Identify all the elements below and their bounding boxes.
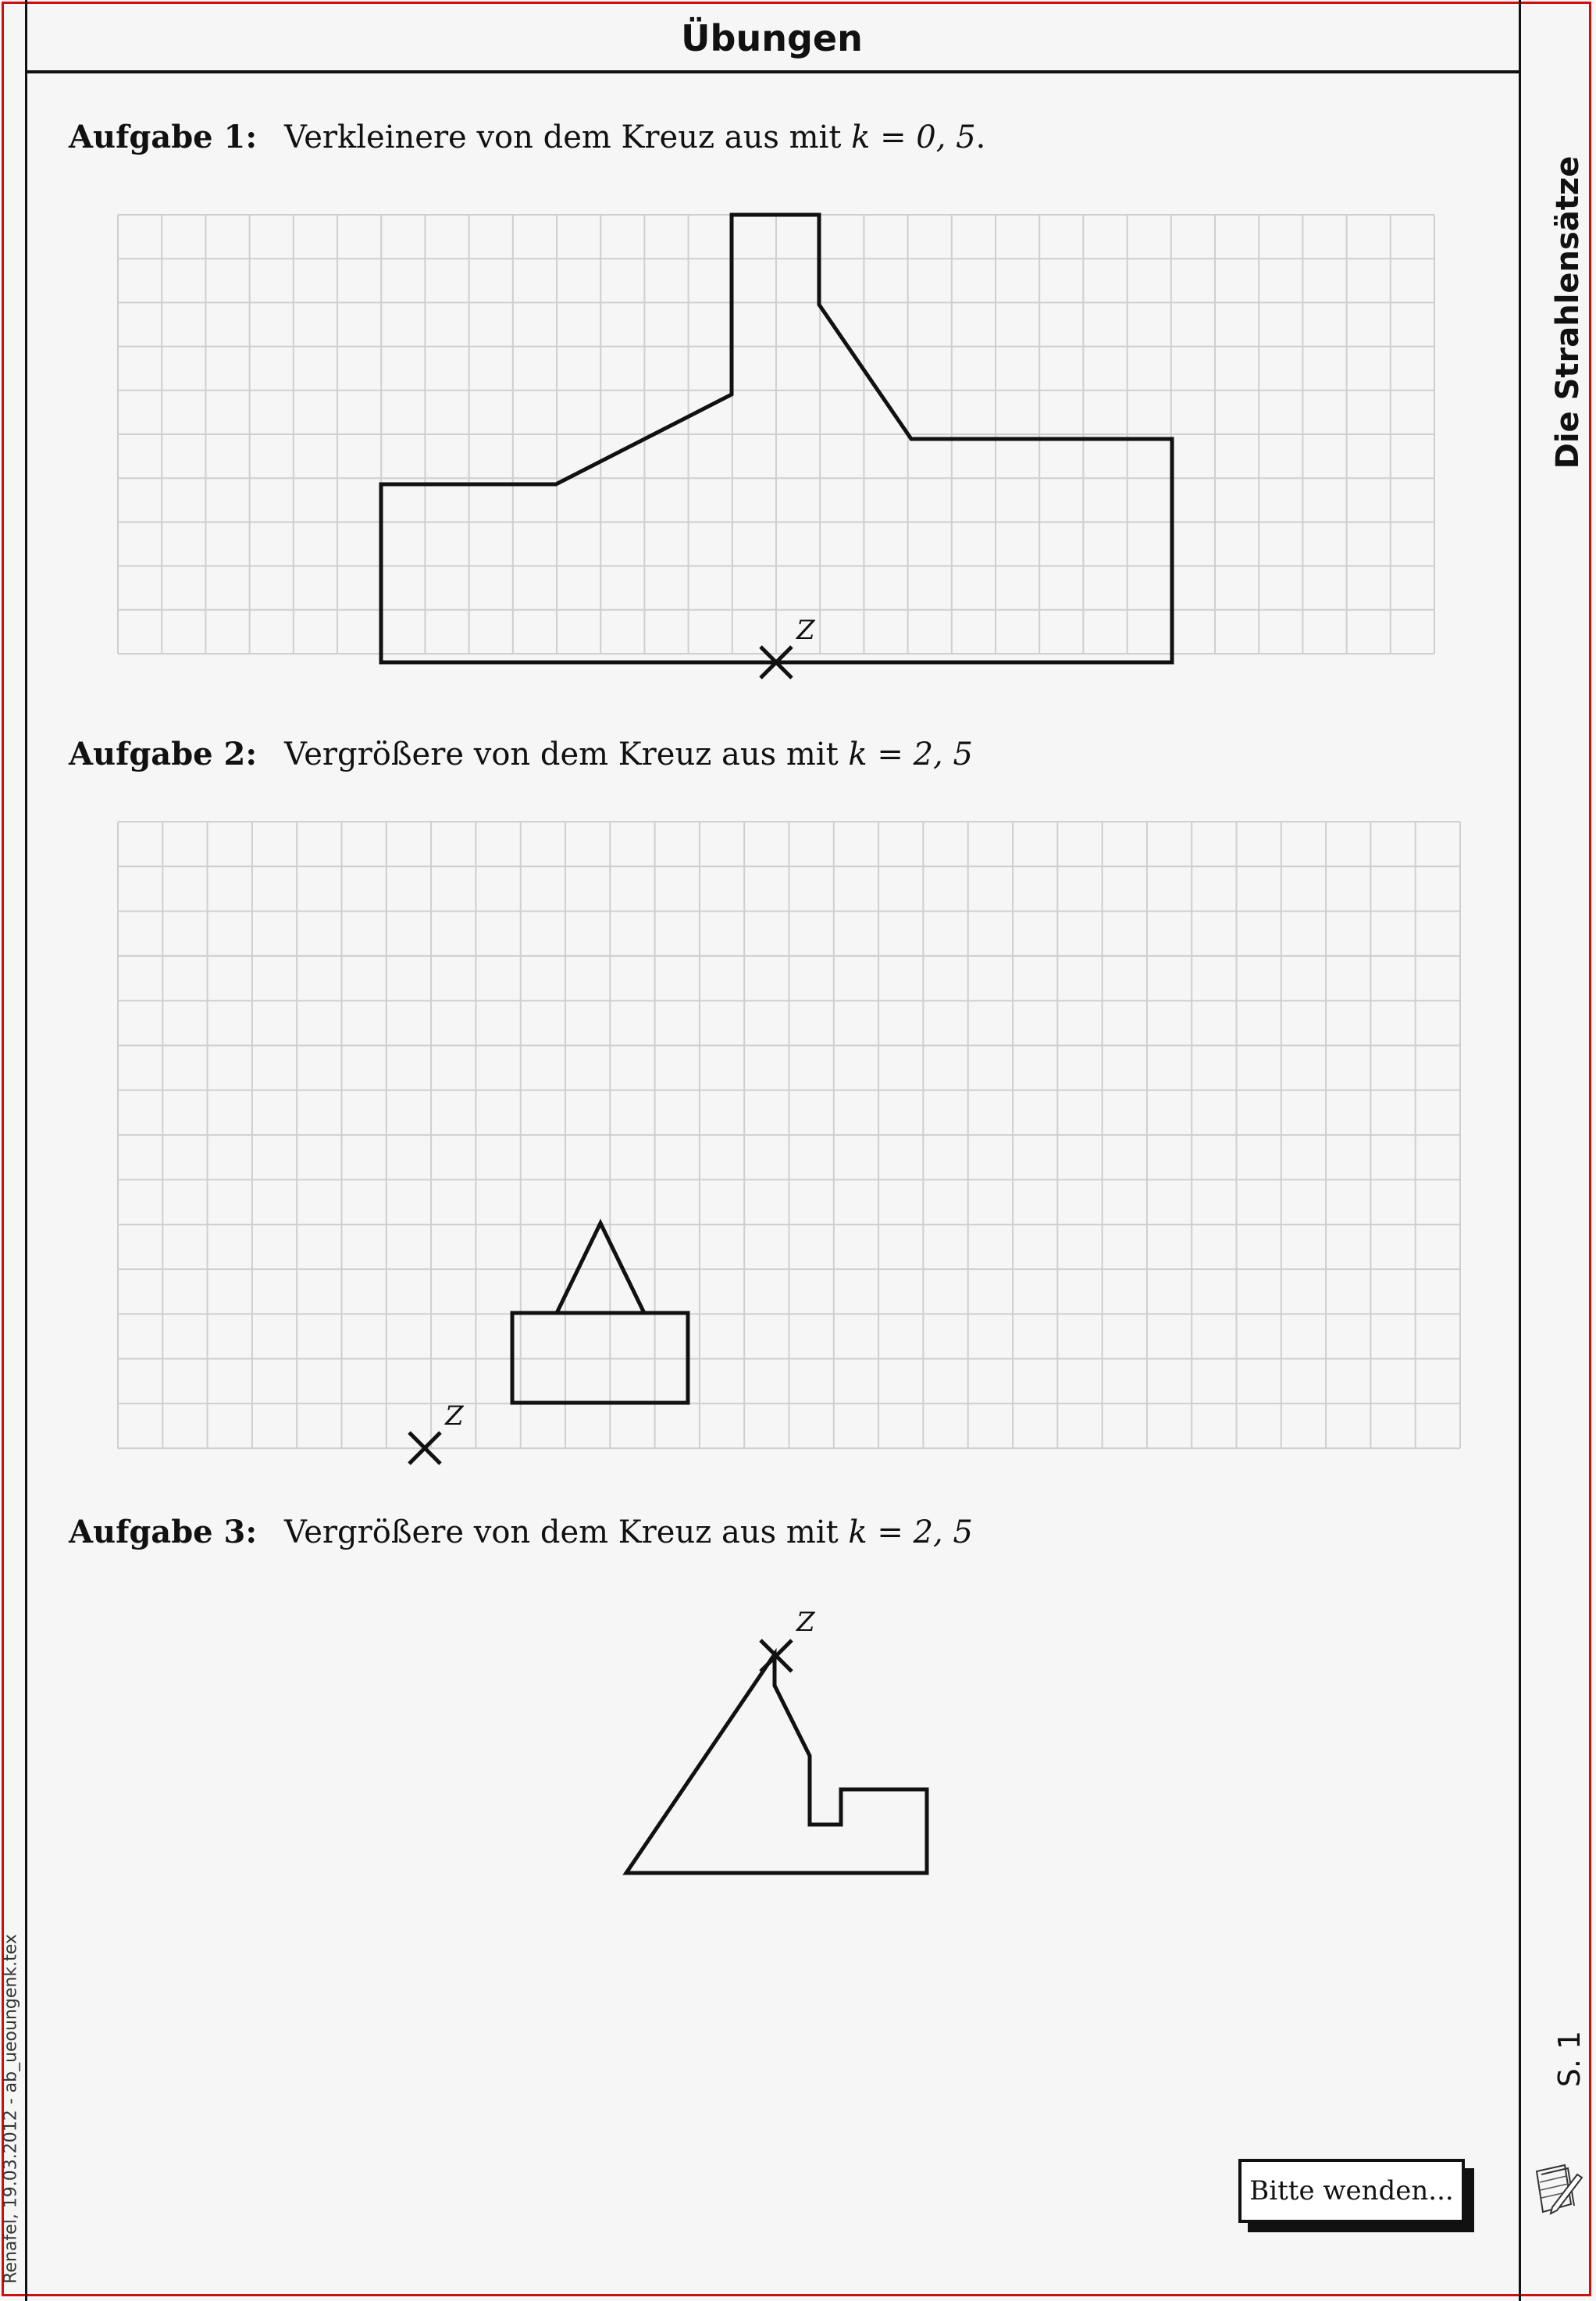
grid-task-2	[118, 822, 1460, 1448]
figure-task-2-triangle	[557, 1223, 644, 1313]
task-1-label: Aufgabe 1:	[69, 119, 258, 155]
center-label-task-1: Z	[796, 615, 815, 646]
task-2-label: Aufgabe 2:	[69, 736, 258, 772]
task-1-factor: k = 0, 5	[851, 120, 976, 155]
task-2-text: Vergrößere von dem Kreuz aus mit	[284, 737, 849, 772]
page-number: S. 1	[1552, 2030, 1587, 2088]
notebook-pencil-icon	[1530, 2156, 1585, 2218]
figure-task-2-rectangle	[512, 1313, 688, 1403]
task-1-text: Verkleinere von dem Kreuz aus mit	[284, 120, 852, 155]
task-2-factor: k = 2, 5	[848, 737, 973, 772]
center-label-task-3: Z	[796, 1607, 815, 1638]
footer-filename: Renafel, 19.03.2012 - ab_ueoungenk.tex	[1, 1934, 21, 2284]
turn-page-button[interactable]: Bitte wenden...	[1238, 2159, 1465, 2223]
figure-task-3	[626, 1654, 927, 1873]
center-label-task-2: Z	[445, 1400, 464, 1432]
page-title: Übungen	[681, 17, 863, 59]
task-1-suffix: .	[975, 120, 986, 155]
task-3-text: Vergrößere von dem Kreuz aus mit	[284, 1514, 849, 1550]
task-3-factor: k = 2, 5	[848, 1514, 973, 1550]
sidebar-title: Die Strahlensätze	[1550, 155, 1586, 469]
grid-task-1	[118, 215, 1434, 654]
task-3-label: Aufgabe 3:	[69, 1514, 258, 1550]
